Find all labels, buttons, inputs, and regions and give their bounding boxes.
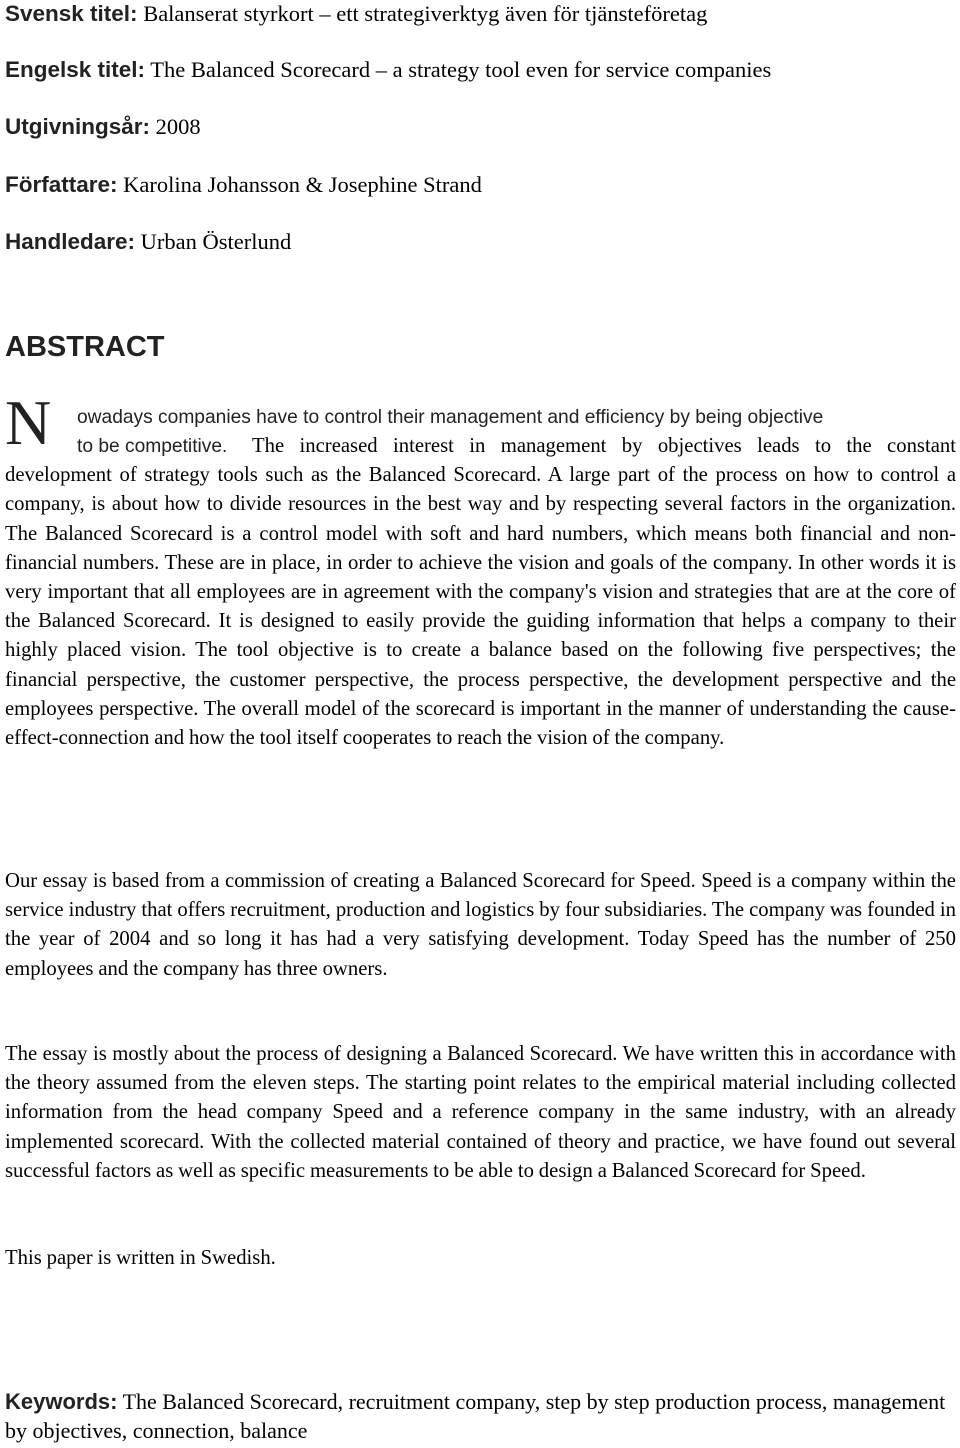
supervisor-line xyxy=(5,228,291,256)
authors-value: Karolina Johansson & Josephine Strand xyxy=(123,172,482,197)
year-line xyxy=(5,113,201,141)
authors-label: Författare: xyxy=(5,172,118,197)
supervisor-value: Urban Österlund xyxy=(140,229,292,254)
keywords-value: The Balanced Scorecard, recruitment company, step by step production process, management by objectives, connection, balance xyxy=(5,1389,946,1443)
abstract-heading: ABSTRACT xyxy=(5,331,165,363)
abstract-paragraph-3: The essay is mostly about the process of designing a Balanced Scorecard. We have written this in accordance with the theory assumed from the eleven steps. The starting point relates to the empirical material including collected information from the head company Speed and a reference company in the same industry, with an already implemented scorecard. With the collected material contained of theory and practice, we have found out several successful factors as well as specific measurements to be able to design a Balanced Scorecard for Speed. xyxy=(5,1043,956,1182)
abstract-first-line: owadays companies have to control their management and efficiency by being objective xyxy=(77,407,824,428)
swedish-title-line xyxy=(5,0,707,28)
abstract-paragraph-1: The increased interest in management by objectives leads to the constant development of strategy tools such as the Balanced Scorecard. A large part of the process on how to control a company, is about how to divide resources in the best way and by respecting several factors in the organization. The Balanced Scorecard is a control model with soft and hard numbers, which means both financial and non-financial numbers. These are in place, in order to achieve the vision and goals of the company. In other words it is very important that all employees are in agreement with the company's vision and strategies that are at the core of the Balanced Scorecard. It is designed to easily provide the guiding information that helps a company to their highly placed vision. The tool objective is to create a balance based on the following five perspectives; the financial perspective, the customer perspective, the process perspective, the development perspective and the employees perspective. The overall model of the scorecard is important in the manner of understanding the cause-effect-connection and how the tool itself cooperates to reach the vision of the company. xyxy=(5,435,956,750)
english-title-line xyxy=(5,56,771,84)
supervisor-label: Handledare: xyxy=(5,229,136,254)
abstract-paragraph-4: This paper is written in Swedish. xyxy=(5,1247,276,1269)
year-label: Utgivningsår: xyxy=(5,114,151,139)
english-title-value: The Balanced Scorecard – a strategy tool even for service companies xyxy=(150,57,772,82)
authors-line xyxy=(5,171,482,199)
keywords-label: Keywords: xyxy=(5,1389,118,1414)
drop-cap: N xyxy=(5,387,52,458)
keywords-block xyxy=(5,1387,956,1445)
swedish-title-value: Balanserat styrkort – ett strategiverktyg även för tjänsteföretag xyxy=(143,1,708,26)
year-value: 2008 xyxy=(155,114,201,139)
abstract-second-line: to be competitive. xyxy=(77,436,228,457)
swedish-title-label: Svensk titel: xyxy=(5,1,138,26)
english-title-label: Engelsk titel: xyxy=(5,57,146,82)
abstract-paragraph-2: Our essay is based from a commission of creating a Balanced Scorecard for Speed. Speed is a company within the service industry that offers recruitment, production and logistics by four subsidiaries. The company was founded in the year of 2004 and so long it has had a very satisfying development. Today Speed has the number of 250 employees and the company has three owners. xyxy=(5,870,956,980)
